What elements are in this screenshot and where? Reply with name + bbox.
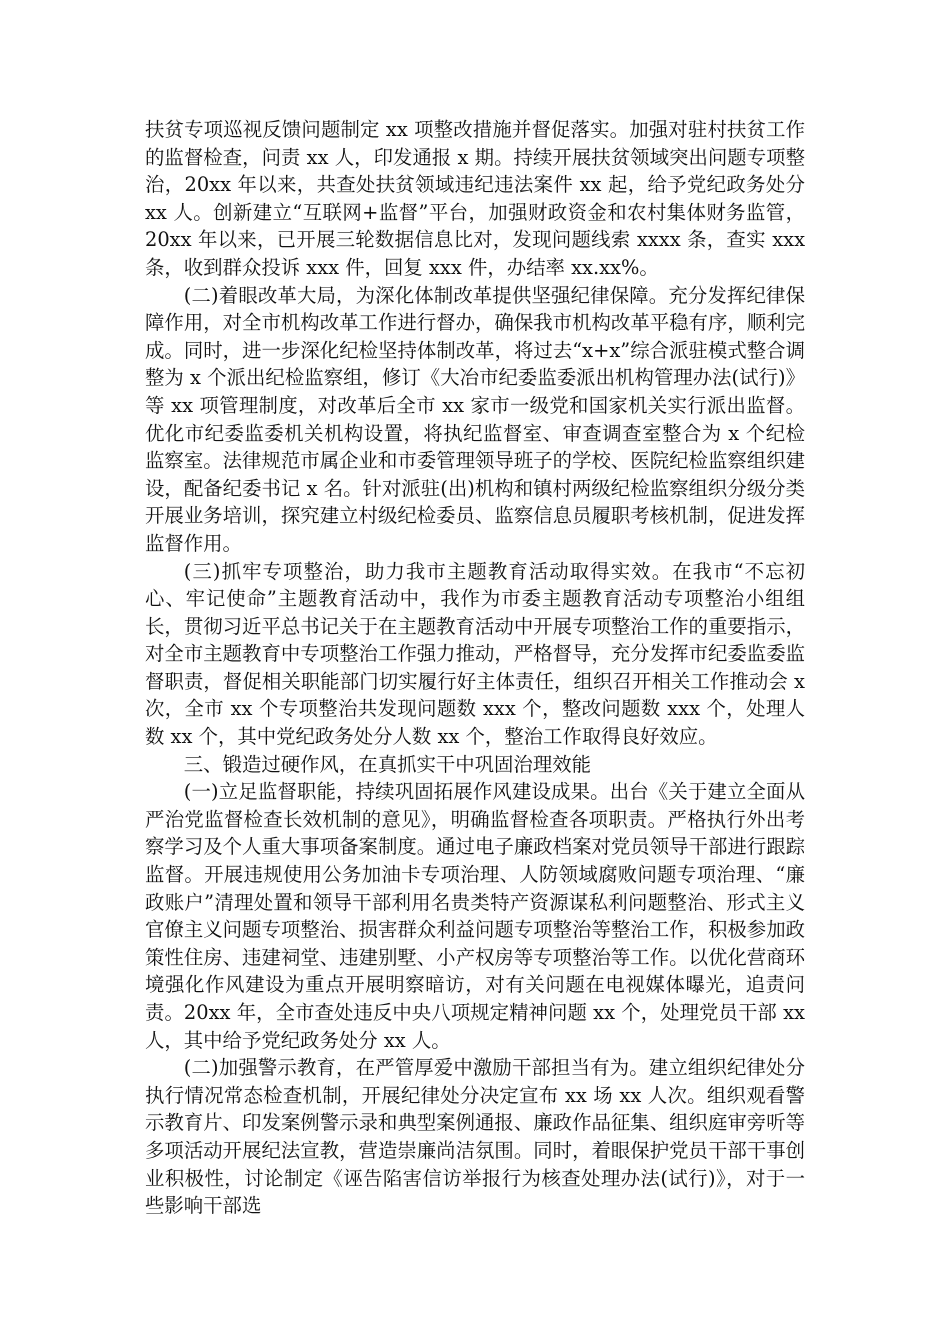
paragraph-5: (二)加强警示教育，在严管厚爱中激励干部担当有为。建立组织纪律处分执行情况常态检查机制，开展纪律处分决定宣布 xx 场 xx 人次。组织观看警示教育片、印发案例警示录和典型案例通报、廉政作品征集、组织庭审旁听等多项活动开展纪法宣教，营造崇廉尚洁氛围。同时，着眼保护党员干部干事创业积极性，讨论制定《诬告陷害信访举报行为核查处理办法(试行)》，对于一些影响干部选 xyxy=(145,1056,805,1218)
paragraph-2: (二)着眼改革大局，为深化体制改革提供坚强纪律保障。充分发挥纪律保障作用，对全市机构改革工作进行督办，确保我市机构改革平稳有序，顺利完成。同时，进一步深化纪检坚持体制改革，将过去“x+x”综合派驻模式整合调整为 x 个派出纪检监察组，修订《大冶市纪委监委派出机构管理办法(试行)》等 xx 项管理制度，对改革后全市 xx 家市一级党和国家机关实行派出监督。优化市纪委监委机关机构设置，将执纪监督室、审查调查室整合为 x 个纪检监察室。法律规范市属企业和市委管理领导班子的学校、医院纪检监察组织建设，配备纪委书记 x 名。针对派驻(出)机构和镇村两级纪检监察组织分级分类开展业务培训，探究建立村级纪检委员、监察信息员履职考核机制，促进发挥监督作用。 xyxy=(145,283,805,555)
paragraph-4: (一)立足监督职能，持续巩固拓展作风建设成果。出台《关于建立全面从严治党监督检查长效机制的意见》，明确监督检查各项职责。严格执行外出考察学习及个人重大事项备案制度。通过电子廉政档案对党员领导干部进行跟踪监督。开展违规使用公务加油卡专项治理、人防领域腐败问题专项治理、“廉政账户”清理处置和领导干部利用名贵类特产资源谋私利问题整治、形式主义官僚主义问题专项整治、损害群众利益问题专项整治等整治工作，积极参加政策性住房、违建祠堂、违建别墅、小产权房等专项整治等工作。以优化营商环境强化作风建设为重点开展明察暗访，对有关问题在电视媒体曝光，追责问责。20xx 年，全市查处违反中央八项规定精神问题 xx 个，处理党员干部 xx 人，其中给予党纪政务处分 xx 人。 xyxy=(145,780,805,1052)
paragraph-1: 扶贫专项巡视反馈问题制定 xx 项整改措施并督促落实。加强对驻村扶贫工作的监督检查，问责 xx 人，印发通报 x 期。持续开展扶贫领域突出问题专项整治，20xx 年以来，共查处扶贫领域违纪违法案件 xx 起，给予党纪政务处分 xx 人。创新建立“互联网+监督”平台，加强财政资金和农村集体财务监管，20xx 年以来，已开展三轮数据信息比对，发现问题线索 xxxx 条，查实 xxx 条，收到群众投诉 xxx 件，回复 xxx 件，办结率 xx.xx%。 xyxy=(145,118,805,279)
paragraph-3: (三)抓牢专项整治，助力我市主题教育活动取得实效。在我市“不忘初心、牢记使命”主题教育活动中，我作为市委主题教育活动专项整治小组组长，贯彻习近平总书记关于在主题教育活动中开展专项整治工作的重要指示，对全市主题教育中专项整治工作强力推动，严格督导，充分发挥市纪委监委监督职责，督促相关职能部门切实履行好主体责任，组织召开相关工作推动会 x 次，全市 xx 个专项整治共发现问题数 xxx 个，整改问题数 xxx 个，处理人数 xx 个，其中党纪政务处分人数 xx 个，整治工作取得良好效应。 xyxy=(145,559,805,749)
section-heading: 三、锻造过硬作风，在真抓实干中巩固治理效能 xyxy=(183,752,591,776)
document-body xyxy=(145,116,805,1220)
